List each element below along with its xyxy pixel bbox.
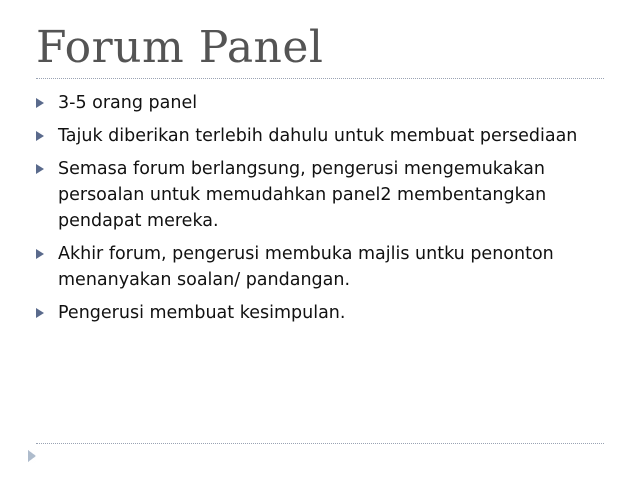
slide-title: Forum Panel <box>36 22 324 73</box>
bullet-text: Semasa forum berlangsung, pengerusi mengemukakan persoalan untuk memudahkan panel2 membentangkan pendapat mereka. <box>58 159 547 231</box>
bullet-item <box>30 300 610 326</box>
bullet-text: Akhir forum, pengerusi membuka majlis untku penonton menanyakan soalan/ pandangan. <box>58 244 554 290</box>
triangle-bullet-icon <box>36 98 44 108</box>
bullet-item <box>30 123 610 149</box>
bullet-list <box>30 90 610 333</box>
bullet-text: 3-5 orang panel <box>58 93 198 113</box>
triangle-bullet-icon <box>36 131 44 141</box>
footer-divider <box>36 443 604 444</box>
bullet-item <box>30 156 610 234</box>
nav-dot-pattern <box>28 449 36 463</box>
bullet-item <box>30 90 610 116</box>
title-divider <box>36 78 604 79</box>
bullet-text: Pengerusi membuat kesimpulan. <box>58 303 346 323</box>
triangle-bullet-icon <box>36 164 44 174</box>
triangle-bullet-icon <box>36 249 44 259</box>
triangle-bullet-icon <box>36 308 44 318</box>
bullet-text: Tajuk diberikan terlebih dahulu untuk membuat persediaan <box>58 126 578 146</box>
bullet-item <box>30 241 610 293</box>
